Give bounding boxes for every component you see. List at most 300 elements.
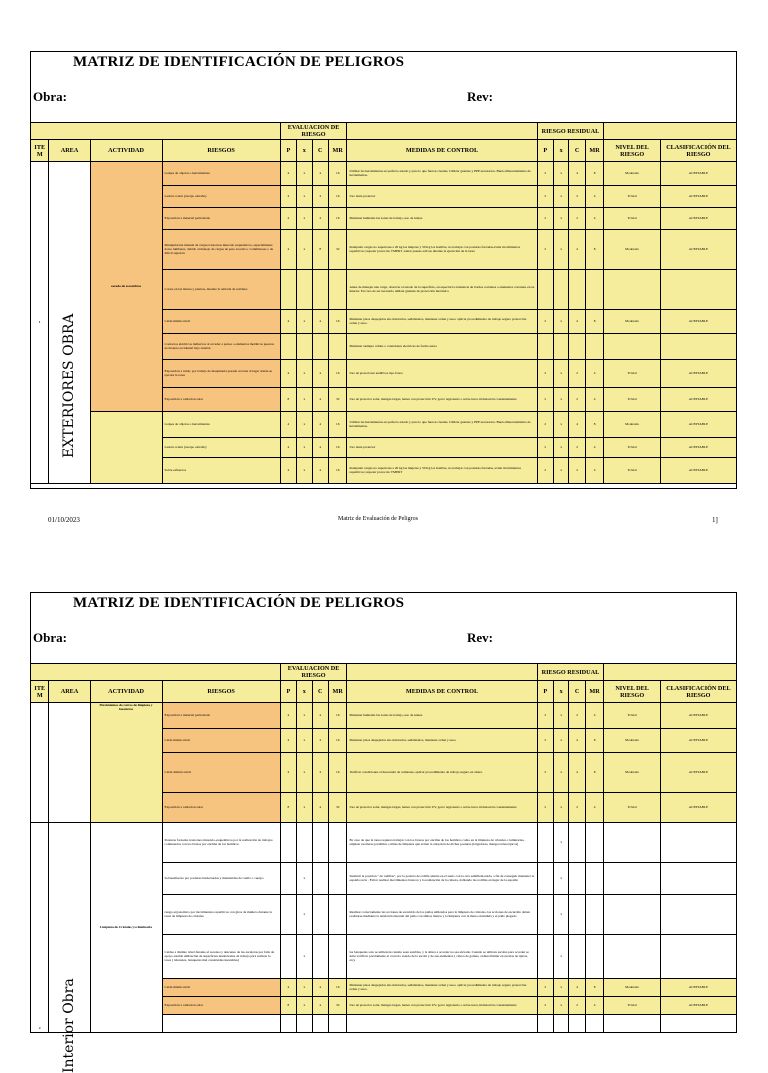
risk-classification-cell: ACEPTABLE [660, 458, 736, 484]
residual-magnitude-cell: 4 [585, 997, 604, 1015]
residual-magnitude-cell: 4 [585, 360, 604, 388]
residual-x-cell: x [553, 458, 568, 484]
risk-level-cell: Trivial [604, 186, 661, 208]
control-measure-cell: Realizar correctamente las acciones de escurrido de los paños utilizados para la limpieza de cristales, las acciones de escurrido deben realizarse mediante la tensión horizontal del paño con ambos manos y la limpieza con la mano extendida y el paño plegado [347, 895, 537, 935]
residual-x-cell: x [553, 793, 568, 823]
magnitude-cell: 16 [328, 186, 346, 208]
item-number: 2 [31, 823, 49, 1033]
control-measure-cell: Uso lente protector [347, 186, 537, 208]
consequence-cell: 4 [312, 162, 328, 186]
col-x: x [297, 140, 312, 162]
residual-probability-cell: 2 [537, 703, 553, 729]
residual-magnitude-cell [585, 935, 604, 979]
risk-level-cell [604, 935, 661, 979]
x-cell: x [297, 753, 312, 793]
risk-classification-cell: ACEPTABLE [660, 208, 736, 230]
residual-consequence-cell: 2 [569, 458, 585, 484]
col-item: ITE M [31, 681, 49, 703]
consequence-cell: 4 [312, 208, 328, 230]
risk-cell: riesgo ergonomico por movimientos repetitivos con giros de muñeca durante la tarea de limpieza de cristales [162, 895, 280, 935]
residual-x-cell: x [553, 230, 568, 270]
risk-cell: Sobreesfuerzo por posturas inadecuadas y mantenidas de cuello o cuerpo [162, 863, 280, 895]
residual-x-cell: x [553, 360, 568, 388]
probability-cell: 4 [280, 753, 296, 793]
residual-consequence-cell: 2 [569, 703, 585, 729]
probability-cell: 4 [280, 208, 296, 230]
risk-classification-cell: ACEPTABLE [660, 186, 736, 208]
eval-group-header-2: EVALUACION DE RIESGO [280, 664, 347, 681]
residual-magnitude-cell: 4 [585, 458, 604, 484]
residual-x-cell: x [553, 703, 568, 729]
consequence-cell: 4 [312, 997, 328, 1015]
col-riesgos: RIESGOS [162, 681, 280, 703]
consequence-cell: 4 [312, 412, 328, 438]
x-cell: x [297, 230, 312, 270]
col-p: P [280, 681, 296, 703]
risk-classification-cell: ACEPTABLE [660, 979, 736, 997]
residual-probability-cell: 2 [537, 186, 553, 208]
risk-classification-cell [660, 863, 736, 895]
control-measure-cell: Mantener pisos despejados sin obstáculos, señalizados, mantener orden y aseo. [347, 729, 537, 753]
consequence-cell [312, 1015, 328, 1033]
residual-x-cell: x [553, 162, 568, 186]
magnitude-cell: 32 [328, 388, 346, 412]
risk-cell: Golpes de objetos o herramientas [162, 162, 280, 186]
residual-consequence-cell [569, 1015, 585, 1033]
area-cell [49, 162, 90, 484]
probability-cell: 8 [280, 997, 296, 1015]
consequence-cell: 4 [312, 793, 328, 823]
risk-level-cell: Trivial [604, 438, 661, 458]
col-riesgos: RIESGOS [162, 140, 280, 162]
probability-cell: 4 [280, 979, 296, 997]
col-rp: P [537, 681, 553, 703]
col-rp: P [537, 140, 553, 162]
risk-level-cell: Trivial [604, 997, 661, 1015]
control-measure-cell: En caso de que la tarea requiera trabajar con los brazos por encima de los hombros como en la limpieza de cristales o luminarias, emplear escaleras portátiles o útiles de limpieza que eviten la adopción de dichas posturas (largadores, mangos telescópicos) [347, 823, 537, 863]
residual-probability-cell [537, 823, 553, 863]
col-c: C [312, 140, 328, 162]
risk-cell: Exposición a material particulado [162, 703, 280, 729]
probability-cell: 4 [280, 360, 296, 388]
x-cell [297, 334, 312, 360]
footer-title: Matriz de Evaluación de Peligros [338, 516, 418, 522]
residual-consequence-cell: 4 [569, 310, 585, 334]
consequence-cell: 4 [312, 388, 328, 412]
risk-level-cell: Trivial [604, 458, 661, 484]
risk-cell: Lesión ocular (cuerpo extraño) [162, 438, 280, 458]
residual-magnitude-cell: 8 [585, 230, 604, 270]
table-row [31, 703, 737, 729]
residual-consequence-cell: 2 [569, 438, 585, 458]
residual-magnitude-cell: 4 [585, 438, 604, 458]
residual-x-cell: x [553, 412, 568, 438]
control-measure-cell: Uso de protectores auditivos tipo fonos [347, 360, 537, 388]
risk-classification-cell: ACEPTABLE [660, 753, 736, 793]
residual-x-cell: x [553, 438, 568, 458]
x-cell: x [297, 935, 312, 979]
residual-magnitude-cell [585, 823, 604, 863]
col-clasificacion: CLASIFICACIÓN DEL RIESGO [660, 681, 736, 703]
magnitude-cell: 32 [328, 793, 346, 823]
probability-cell [280, 1015, 296, 1033]
control-measure-cell: Uso de protector solar, mangas largas, lentes con protección UV, gorro legionario o sobre nuca, hidratación constantemente [347, 388, 537, 412]
residual-consequence-cell: 4 [569, 753, 585, 793]
x-cell: x [297, 208, 312, 230]
control-measure-cell: Antes de manejar una carga, observar el estado de la superficie, en especial la existencia de bordes cortantes o elementos cortantes en su interior. En caso de ser necesario utilizar guantes de protección mecánica [347, 270, 537, 310]
x-cell: x [297, 997, 312, 1015]
risk-cell: Exposición a radiación solar [162, 997, 280, 1015]
consequence-cell: 4 [312, 186, 328, 208]
risk-cell: Exposición a material particulado [162, 208, 280, 230]
risk-cell: Sobre esfuerzos [162, 458, 280, 484]
col-nivel: NIVEL DEL RIESGO [604, 681, 661, 703]
residual-magnitude-cell [585, 270, 604, 310]
area-label: EXTERIORES OBRA [61, 313, 78, 459]
risk-level-cell: Trivial [604, 793, 661, 823]
residual-probability-cell: 2 [537, 230, 553, 270]
residual-probability-cell: 2 [537, 360, 553, 388]
consequence-cell: 4 [312, 458, 328, 484]
page-title: MATRIZ DE IDENTIFICACIÓN DE PELIGROS [73, 54, 405, 70]
risk-level-cell: Trivial [604, 388, 661, 412]
item-cell-empty [31, 703, 49, 823]
consequence-cell [312, 270, 328, 310]
risk-cell: Caída mismo nivel [162, 979, 280, 997]
magnitude-cell: 16 [328, 703, 346, 729]
control-measure-cell: Uso de protector solar, mangas largas, lentes con protección UV, gorro legionario o sobre nuca, hidratación constantemente [347, 793, 537, 823]
control-measure-cell: Utilizar las herramientas en perfecto estado y para lo que fueron creadas. Utilizar guantes y EPP necesarios. Buen almacenamiento de herramientas. [347, 162, 537, 186]
x-cell: x [297, 438, 312, 458]
residual-x-cell: x [553, 186, 568, 208]
residual-consequence-cell: 2 [569, 997, 585, 1015]
risk-cell: Caída mismo nivel [162, 310, 280, 334]
residual-x-cell: x [553, 895, 568, 935]
residual-x-cell: x [553, 753, 568, 793]
residual-probability-cell [537, 334, 553, 360]
consequence-cell [312, 895, 328, 935]
residual-consequence-cell: 4 [569, 162, 585, 186]
magnitude-cell [328, 863, 346, 895]
risk-level-cell [604, 863, 661, 895]
activity-cell: sacado de escombros [90, 162, 162, 412]
residual-x-cell: x [553, 388, 568, 412]
col-rx: x [553, 140, 568, 162]
probability-cell: 4 [280, 412, 296, 438]
risk-level-cell [604, 823, 661, 863]
residual-magnitude-cell [585, 334, 604, 360]
footer-date: 01/10/2023 [48, 516, 80, 524]
residual-probability-cell: 2 [537, 979, 553, 997]
risk-level-cell [604, 895, 661, 935]
control-measure-cell: Mantener humedas las zonas de trabajo, uso de lentes. [347, 703, 537, 729]
residual-x-cell: x [553, 935, 568, 979]
risk-classification-cell: ACEPTABLE [660, 162, 736, 186]
x-cell: x [297, 458, 312, 484]
x-cell: x [297, 729, 312, 753]
residual-consequence-cell [569, 334, 585, 360]
risk-classification-cell: ACEPTABLE [660, 412, 736, 438]
residual-consequence-cell [569, 895, 585, 935]
consequence-cell [312, 863, 328, 895]
risk-classification-cell: ACEPTABLE [660, 230, 736, 270]
residual-probability-cell [537, 1015, 553, 1033]
page-title-2: MATRIZ DE IDENTIFICACIÓN DE PELIGROS [73, 595, 405, 611]
residual-group-header: RIESGO RESIDUAL [537, 123, 604, 140]
matrix-sheet-2 [30, 592, 737, 1073]
residual-magnitude-cell [585, 895, 604, 935]
probability-cell: 4 [280, 310, 296, 334]
residual-probability-cell: 2 [537, 729, 553, 753]
risk-cell: Cortes en las manos y piernas, durante la retirada de residuos [162, 270, 280, 310]
residual-consequence-cell: 4 [569, 979, 585, 997]
consequence-cell: 8 [312, 230, 328, 270]
magnitude-cell: 16 [328, 360, 346, 388]
probability-cell: 8 [280, 793, 296, 823]
residual-magnitude-cell: 8 [585, 162, 604, 186]
magnitude-cell: 16 [328, 412, 346, 438]
consequence-cell: 4 [312, 438, 328, 458]
risk-cell: Manipulación manual de cargas trastornos musculo esqueleticos, especialmente dorso lumbares, debido al manejo de cargas de peso excesivo, voluminosas o de dificil sujeción [162, 230, 280, 270]
risk-cell [162, 1015, 280, 1033]
residual-probability-cell [537, 270, 553, 310]
probability-cell: 4 [280, 703, 296, 729]
residual-group-header-2: RIESGO RESIDUAL [537, 664, 604, 681]
risk-classification-cell: ACEPTABLE [660, 793, 736, 823]
magnitude-cell: 16 [328, 310, 346, 334]
col-rmr: MR [585, 140, 604, 162]
residual-probability-cell [537, 935, 553, 979]
consequence-cell: 4 [312, 753, 328, 793]
matrix-sheet-1 [30, 51, 737, 489]
residual-consequence-cell [569, 823, 585, 863]
risk-cell: Lesión ocular (cuerpo extraño) [162, 186, 280, 208]
consequence-cell: 4 [312, 729, 328, 753]
x-cell: x [297, 412, 312, 438]
risk-table [30, 122, 737, 484]
risk-level-cell [604, 270, 661, 310]
risk-classification-cell: ACEPTABLE [660, 729, 736, 753]
risk-level-cell [604, 334, 661, 360]
magnitude-cell [328, 1015, 346, 1033]
x-cell [297, 1015, 312, 1033]
residual-magnitude-cell: 4 [585, 388, 604, 412]
risk-classification-cell: ACEPTABLE [660, 703, 736, 729]
residual-consequence-cell: 2 [569, 208, 585, 230]
residual-consequence-cell [569, 935, 585, 979]
residual-probability-cell: 2 [537, 997, 553, 1015]
magnitude-cell [328, 823, 346, 863]
consequence-cell [312, 935, 328, 979]
residual-probability-cell: 2 [537, 458, 553, 484]
probability-cell: 8 [280, 388, 296, 412]
residual-magnitude-cell: 8 [585, 979, 604, 997]
x-cell: x [297, 186, 312, 208]
magnitude-cell: 16 [328, 753, 346, 793]
table-row [31, 823, 737, 863]
residual-magnitude-cell: 4 [585, 793, 604, 823]
magnitude-cell: 16 [328, 458, 346, 484]
risk-classification-cell: ACEPTABLE [660, 388, 736, 412]
obra-label-2: Obra: [33, 630, 67, 645]
risk-level-cell: Moderado [604, 729, 661, 753]
x-cell: x [297, 310, 312, 334]
control-measure-cell: Verificar condiciones al descender de camiones, aplicar procedimiento de trabajo seguro en altura. [347, 753, 537, 793]
activity-cell: Limpieza de Cristales y/o luminaria [90, 823, 162, 1033]
x-cell: x [297, 388, 312, 412]
residual-consequence-cell [569, 270, 585, 310]
residual-x-cell [553, 1015, 568, 1033]
probability-cell: 4 [280, 186, 296, 208]
control-measure-cell: Mantener pisos despejados sin obstáculos, señalizados, mantener orden y aseo. aplicar procedimiento de trabajo seguro protección orden y aseo. [347, 310, 537, 334]
magnitude-cell: 16 [328, 438, 346, 458]
residual-probability-cell: 2 [537, 412, 553, 438]
consequence-cell [312, 334, 328, 360]
residual-consequence-cell: 4 [569, 729, 585, 753]
risk-cell: Caída distinto nivel [162, 753, 280, 793]
col-medidas: MEDIDAS DE CONTROL [347, 681, 537, 703]
risk-level-cell: Moderado [604, 230, 661, 270]
magnitude-cell: 32 [328, 230, 346, 270]
activity-cell: Movimientos de carros de limpieza y basureros [90, 703, 162, 823]
col-rc: C [569, 140, 585, 162]
magnitude-cell: 16 [328, 208, 346, 230]
col-area: AREA [49, 140, 90, 162]
risk-classification-cell: ACEPTABLE [660, 438, 736, 458]
probability-cell: 4 [280, 729, 296, 753]
control-measure-cell: Mantener siempre cables o conexiones electricas de forma aerea [347, 334, 537, 360]
residual-consequence-cell: 2 [569, 388, 585, 412]
x-cell: x [297, 162, 312, 186]
area-cell-empty [49, 703, 90, 823]
control-measure-cell: Mantener pisos despejados sin obstáculos, señalizados, mantener orden y aseo. aplicar procedimiento de trabajo seguro protección orden y aseo. [347, 979, 537, 997]
probability-cell: 4 [280, 230, 296, 270]
probability-cell [280, 270, 296, 310]
footer-page: 1] [712, 516, 718, 524]
x-cell: x [297, 360, 312, 388]
probability-cell: 4 [280, 458, 296, 484]
risk-level-cell: Moderado [604, 310, 661, 334]
risk-classification-cell: ACEPTABLE [660, 360, 736, 388]
probability-cell [280, 863, 296, 895]
residual-x-cell: x [553, 823, 568, 863]
risk-classification-cell [660, 935, 736, 979]
col-x: x [297, 681, 312, 703]
col-c: C [312, 681, 328, 703]
col-rc: C [569, 681, 585, 703]
probability-cell [280, 334, 296, 360]
residual-consequence-cell: 4 [569, 230, 585, 270]
residual-magnitude-cell [585, 1015, 604, 1033]
x-cell: x [297, 863, 312, 895]
residual-probability-cell: 2 [537, 438, 553, 458]
control-measure-cell: manipular cargas no superiores a 20 kg las mujeres y 50 Kg los hombre, no trabajar con posturas forzadas,evitar movimientos repetitivos; respetar protocolo TMERT ,tomar pausas activas durante la ejecución de la tarea [347, 230, 537, 270]
col-area: AREA [49, 681, 90, 703]
residual-probability-cell: 2 [537, 310, 553, 334]
eval-group-header: EVALUACION DE RIESGO [280, 123, 347, 140]
col-actividad: ACTIVIDAD [90, 681, 162, 703]
control-measure-cell: manipular cargas no superiores a 20 kg las mujeres y 50 Kg los hombre, no trabajar con posturas forzadas, evitar movimientos repetitivos; respetar protocolo TMERT [347, 458, 537, 484]
residual-consequence-cell: 2 [569, 793, 585, 823]
risk-level-cell [604, 1015, 661, 1033]
consequence-cell: 4 [312, 979, 328, 997]
col-p: P [280, 140, 296, 162]
residual-consequence-cell: 2 [569, 360, 585, 388]
control-measure-cell: las banquetas solo se utilizaran cuando sean estables, y la altura a acceder no sea elevada. Cuando se utilicen escalas para acceder se debe verificar previamente el correcto estado de la escala y de sus elementos ( calzos de gomas, cadena limitar en escalas de tijeras, etc). [347, 935, 537, 979]
control-measure-cell: Sustituir la posición " de rodillas", por la postura de rodilla alterna en el suelo con la otra semiflexionada, a fin de conseguir mantener la espalda recta . Evitar realizar movimientos bruscos y la realización de la cabeza, doblando las rodillas en lugar de la espalda [347, 863, 537, 895]
residual-probability-cell: 2 [537, 753, 553, 793]
item-number: 1 [31, 162, 49, 484]
residual-probability-cell [537, 895, 553, 935]
residual-x-cell: x [553, 729, 568, 753]
residual-magnitude-cell: 8 [585, 729, 604, 753]
risk-classification-cell [660, 334, 736, 360]
magnitude-cell: 16 [328, 162, 346, 186]
residual-consequence-cell: 4 [569, 412, 585, 438]
magnitude-cell [328, 270, 346, 310]
col-mr: MR [328, 681, 346, 703]
risk-level-cell: Moderado [604, 162, 661, 186]
col-rx: x [553, 681, 568, 703]
residual-x-cell: x [553, 310, 568, 334]
residual-x-cell: x [553, 208, 568, 230]
magnitude-cell [328, 935, 346, 979]
residual-magnitude-cell: 4 [585, 208, 604, 230]
risk-cell: Contactos eléctricos indirectos al acceder a partes o elementos metálicos puestos de manera accidental bajo tensión [162, 334, 280, 360]
residual-x-cell [553, 270, 568, 310]
magnitude-cell [328, 895, 346, 935]
risk-classification-cell [660, 1015, 736, 1033]
probability-cell: 4 [280, 162, 296, 186]
probability-cell [280, 823, 296, 863]
risk-cell: Caidas a distinto nivel durante el ascenso y descenso de las escaleras por falta de apoyo estable utilización de superficies inadecuadas de trabajo para realizar la tarea ( taburetes, banquetas mal construidas inestables) [162, 935, 280, 979]
consequence-cell: 4 [312, 310, 328, 334]
residual-probability-cell: 2 [537, 208, 553, 230]
col-medidas: MEDIDAS DE CONTROL [347, 140, 537, 162]
col-actividad: ACTIVIDAD [90, 140, 162, 162]
magnitude-cell: 16 [328, 979, 346, 997]
probability-cell [280, 935, 296, 979]
risk-classification-cell [660, 823, 736, 863]
col-mr: MR [328, 140, 346, 162]
probability-cell: 4 [280, 438, 296, 458]
residual-probability-cell: 2 [537, 162, 553, 186]
rev-label-2: Rev: [467, 630, 493, 645]
obra-label: Obra: [33, 89, 67, 104]
residual-magnitude-cell: 4 [585, 703, 604, 729]
risk-level-cell: Moderado [604, 753, 661, 793]
col-item: ITE M [31, 140, 49, 162]
x-cell [297, 823, 312, 863]
risk-classification-cell: ACEPTABLE [660, 310, 736, 334]
x-cell: x [297, 793, 312, 823]
residual-magnitude-cell [585, 863, 604, 895]
risk-classification-cell: ACEPTABLE [660, 997, 736, 1015]
col-nivel: NIVEL DEL RIESGO [604, 140, 661, 162]
residual-x-cell: x [553, 979, 568, 997]
risk-classification-cell [660, 270, 736, 310]
area-cell [49, 823, 90, 1073]
risk-table-2 [30, 663, 737, 1073]
risk-level-cell: Trivial [604, 703, 661, 729]
risk-level-cell: Trivial [604, 360, 661, 388]
residual-x-cell: x [553, 863, 568, 895]
control-measure-cell: Uso lente protector [347, 438, 537, 458]
consequence-cell [312, 823, 328, 863]
risk-classification-cell [660, 895, 736, 935]
x-cell: x [297, 895, 312, 935]
residual-x-cell [553, 334, 568, 360]
